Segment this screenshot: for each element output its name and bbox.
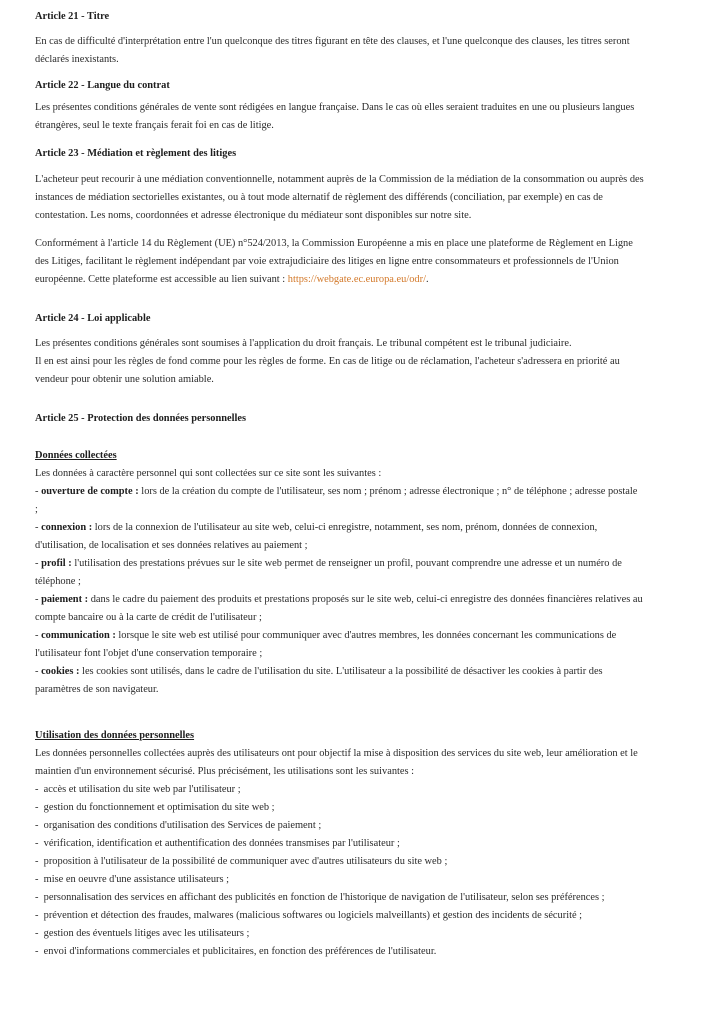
text-line: L'acheteur peut recourir à une médiation conventionnelle, notamment auprès de la Commission de la médiation de la consommation ou auprès des xyxy=(35,174,644,185)
item-text: les cookies sont utilisés, dans le cadre de l'utilisation du site. L'utilisateur a la possibilité de désactiver les cookies à partir des xyxy=(79,666,603,677)
article-23-title: Article 23 - Médiation et règlement des litiges xyxy=(35,148,237,159)
text-line: Les présentes conditions générales sont soumises à l'application du droit français. Le tribunal compétent est le tribunal judiciaire. xyxy=(35,338,572,349)
text-segment: . xyxy=(425,274,429,285)
list-item: - proposition à l'utilisateur de la possibilité de communiquer avec d'autres utilisateurs du site web ; xyxy=(35,856,448,867)
article-22-title: Article 22 - Langue du contrat xyxy=(35,80,170,91)
item-text: l'utilisation des prestations prévues sur le site web permet de renseigner un profil, pouvant comprendre une adresse et un numéro de xyxy=(71,558,622,569)
article-24-title: Article 24 - Loi applicable xyxy=(35,313,151,324)
article-21-title: Article 21 - Titre xyxy=(35,11,110,22)
article-21-body xyxy=(35,33,675,69)
item-text: personnalisation des services en affichant des publicités en fonction de l'historique de navigation de l'utilisateur, selon ses préférences ; xyxy=(43,892,605,903)
item-text: l'utilisateur font l'objet d'une conservation temporaire ; xyxy=(35,648,263,659)
item-text: lors de la connexion de l'utilisateur au site web, celui-ci enregistre, notamment, ses nom, prénom, données de connexion, xyxy=(92,522,598,533)
list-item: - personnalisation des services en affichant des publicités en fonction de l'historique de navigation de l'utilisateur, selon ses préférences ; xyxy=(35,892,605,903)
list-item: - mise en oeuvre d'une assistance utilisateurs ; xyxy=(35,874,230,885)
item-text: envoi d'informations commerciales et publicitaires, en fonction des préférences de l'utilisateur. xyxy=(43,946,437,957)
item-text: vérification, identification et authentification des données transmises par l'utilisateur ; xyxy=(43,838,400,849)
list-item: - communication : lorsque le site web est utilisé pour communiquer avec d'autres membres, les données concernant les communications de l'utilisateur font l'objet d'une conservation temporaire ; xyxy=(35,627,675,663)
item-text: gestion des éventuels litiges avec les utilisateurs ; xyxy=(43,928,250,939)
collected-data-intro: Les données à caractère personnel qui sont collectées sur ce site sont les suivantes : xyxy=(35,468,382,479)
item-text: d'utilisation, de localisation et ses données relatives au paiement ; xyxy=(35,540,308,551)
article-25-title: Article 25 - Protection des données personnelles xyxy=(35,413,247,424)
item-key: connexion : xyxy=(41,522,93,533)
list-item: - envoi d'informations commerciales et publicitaires, en fonction des préférences de l'utilisateur. xyxy=(35,946,437,957)
list-item: - gestion des éventuels litiges avec les utilisateurs ; xyxy=(35,928,250,939)
text-line: Il en est ainsi pour les règles de fond comme pour les règles de forme. En cas de litige ou de réclamation, l'acheteur s'adressera en priorité au xyxy=(35,356,620,367)
article-24-body xyxy=(35,335,675,389)
data-usage-heading: Utilisation des données personnelles xyxy=(35,730,195,741)
text-line: instances de médiation sectorielles existantes, ou à tout mode alternatif de règlement des différends (conciliation, par exemple) en cas de xyxy=(35,192,603,203)
item-text: lors de la création du compte de l'utilisateur, ses nom ; prénom ; adresse électronique ; n° de téléphone ; adresse postale xyxy=(138,486,638,497)
text-line: vendeur pour obtenir une solution amiable. xyxy=(35,374,214,385)
text-line: contestation. Les noms, coordonnées et adresse électronique du médiateur sont disponibles sur notre site. xyxy=(35,210,472,221)
item-text: accès et utilisation du site web par l'utilisateur ; xyxy=(43,784,241,795)
article-23-paragraph-2 xyxy=(35,235,675,289)
text-line: maintien d'un environnement sécurisé. Plus précisément, les utilisations sont les suivantes : xyxy=(35,766,415,777)
text-line: déclarés inexistants. xyxy=(35,54,119,65)
item-text: téléphone ; xyxy=(35,576,81,587)
text-line: étrangères, seul le texte français ferait foi en cas de litige. xyxy=(35,120,274,131)
text-line: Les présentes conditions générales de vente sont rédigées en langue française. Dans le cas où elles seraient traduites en une ou plusieurs langues xyxy=(35,102,635,113)
article-23-paragraph-1 xyxy=(35,171,675,225)
list-item: - accès et utilisation du site web par l'utilisateur ; xyxy=(35,784,241,795)
item-text: organisation des conditions d'utilisation des Services de paiement ; xyxy=(43,820,322,831)
item-key: ouverture de compte : xyxy=(41,486,139,497)
item-text: ; xyxy=(35,504,38,515)
item-text: prévention et détection des fraudes, malwares (malicious softwares ou logiciels malveillants) et gestion des incidents de sécurité ; xyxy=(43,910,583,921)
list-item: - vérification, identification et authentification des données transmises par l'utilisateur ; xyxy=(35,838,400,849)
list-item: - ouverture de compte : lors de la création du compte de l'utilisateur, ses nom ; prénom ; adresse électronique ; n° de téléphone ; adresse postale ; xyxy=(35,483,675,519)
item-text: lorsque le site web est utilisé pour communiquer avec d'autres membres, les données concernant les communications de xyxy=(115,630,617,641)
text-line: des Litiges, facilitant le règlement indépendant par voie extrajudiciaire des litiges en ligne entre consommateurs et professionnels de l'Union xyxy=(35,256,619,267)
list-item: - prévention et détection des fraudes, malwares (malicious softwares ou logiciels malveillants) et gestion des incidents de sécurité ; xyxy=(35,910,583,921)
item-text: mise en oeuvre d'une assistance utilisateurs ; xyxy=(43,874,230,885)
collected-data-list xyxy=(35,483,675,699)
item-text: proposition à l'utilisateur de la possibilité de communiquer avec d'autres utilisateurs du site web ; xyxy=(43,856,448,867)
collected-data-section xyxy=(35,447,675,699)
item-text: dans le cadre du paiement des produits et prestations proposés sur le site web, celui-ci enregistre des données financières relatives au xyxy=(88,594,643,605)
list-item: - cookies : les cookies sont utilisés, dans le cadre de l'utilisation du site. L'utilisateur a la possibilité de désactiver les cookies à partir des paramètres de son navigateur. xyxy=(35,663,675,699)
text-line: Les données personnelles collectées auprès des utilisateurs ont pour objectif la mise à disposition des services du site web, leur amélioration et le xyxy=(35,748,638,759)
item-key: paiement : xyxy=(41,594,89,605)
text-segment: européenne. Cette plateforme est accessible au lien suivant : xyxy=(35,274,288,285)
item-key: cookies : xyxy=(41,666,80,677)
data-usage-list xyxy=(35,781,675,961)
list-item: - connexion : lors de la connexion de l'utilisateur au site web, celui-ci enregistre, notamment, ses nom, prénom, données de connexion, d'utilisation, de localisation et ses données relatives au paiement ; xyxy=(35,519,675,555)
text-line xyxy=(35,271,675,289)
list-item: - profil : l'utilisation des prestations prévues sur le site web permet de renseigner un profil, pouvant comprendre une adresse et un numéro de téléphone ; xyxy=(35,555,675,591)
list-item: - paiement : dans le cadre du paiement des produits et prestations proposés sur le site web, celui-ci enregistre des données financières relatives au compte bancaire ou à la carte de crédit de l'utilisateur ; xyxy=(35,591,675,627)
list-item: - organisation des conditions d'utilisation des Services de paiement ; xyxy=(35,820,322,831)
collected-data-heading: Données collectées xyxy=(35,450,117,461)
text-line: En cas de difficulté d'interprétation entre l'un quelconque des titres figurant en tête des clauses, et l'une quelconque des clauses, les titres seront xyxy=(35,36,630,47)
item-text: paramètres de son navigateur. xyxy=(35,684,159,695)
text-line: Conformément à l'article 14 du Règlement (UE) n°524/2013, la Commission Européenne a mis en place une plateforme de Règlement en Ligne xyxy=(35,238,633,249)
odr-link[interactable]: https://webgate.ec.europa.eu/odr/ xyxy=(287,274,426,285)
data-usage-section xyxy=(35,727,675,961)
item-text: compte bancaire ou à la carte de crédit de l'utilisateur ; xyxy=(35,612,262,623)
item-key: profil : xyxy=(41,558,72,569)
article-22-body xyxy=(35,99,675,135)
list-item: - gestion du fonctionnement et optimisation du site web ; xyxy=(35,802,275,813)
item-key: communication : xyxy=(41,630,116,641)
item-text: gestion du fonctionnement et optimisation du site web ; xyxy=(43,802,275,813)
